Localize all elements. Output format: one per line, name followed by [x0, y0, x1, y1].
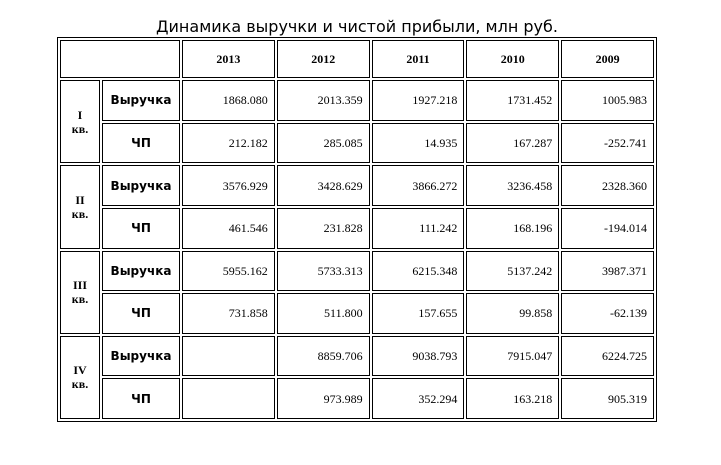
corner-cell: [60, 40, 180, 78]
revenue-value: 6224.725: [561, 336, 654, 377]
table-row: [60, 251, 654, 292]
table-row: [60, 165, 654, 206]
revenue-value: 5733.313: [277, 251, 370, 292]
quarter-label: [60, 336, 100, 419]
profit-value: 167.287: [466, 123, 559, 164]
table-row: [60, 336, 654, 377]
revenue-value: 5137.242: [466, 251, 559, 292]
table-row: [60, 80, 654, 121]
table-row: [60, 378, 654, 419]
quarter-label: [60, 165, 100, 248]
profit-value: [182, 378, 275, 419]
revenue-profit-table: [57, 37, 657, 422]
profit-label: ЧП: [102, 123, 180, 164]
profit-value: 231.828: [277, 208, 370, 249]
revenue-value: 5955.162: [182, 251, 275, 292]
profit-value: 731.858: [182, 293, 275, 334]
quarter-label: [60, 80, 100, 163]
revenue-value: 1927.218: [372, 80, 465, 121]
year-header: 2010: [466, 40, 559, 78]
profit-value: 168.196: [466, 208, 559, 249]
profit-value: 511.800: [277, 293, 370, 334]
revenue-value: 7915.047: [466, 336, 559, 377]
profit-value: 99.858: [466, 293, 559, 334]
header-row: [60, 40, 654, 78]
revenue-value: 6215.348: [372, 251, 465, 292]
profit-value: -194.014: [561, 208, 654, 249]
profit-value: 212.182: [182, 123, 275, 164]
quarter-suffix: кв.: [71, 377, 89, 392]
profit-label: ЧП: [102, 293, 180, 334]
revenue-label: Выручка: [102, 165, 180, 206]
revenue-label: Выручка: [102, 251, 180, 292]
quarter-suffix: кв.: [71, 121, 89, 136]
revenue-value: 3428.629: [277, 165, 370, 206]
revenue-label: Выручка: [102, 80, 180, 121]
year-header: 2009: [561, 40, 654, 78]
year-header: 2012: [277, 40, 370, 78]
profit-label: ЧП: [102, 378, 180, 419]
profit-value: 352.294: [372, 378, 465, 419]
revenue-value: 9038.793: [372, 336, 465, 377]
profit-value: -62.139: [561, 293, 654, 334]
quarter-number: II: [75, 192, 85, 207]
revenue-value: 2328.360: [561, 165, 654, 206]
revenue-value: 1731.452: [466, 80, 559, 121]
table-row: [60, 293, 654, 334]
quarter-label: [60, 251, 100, 334]
revenue-value: 3576.929: [182, 165, 275, 206]
profit-value: 461.546: [182, 208, 275, 249]
revenue-value: 1005.983: [561, 80, 654, 121]
revenue-value: 2013.359: [277, 80, 370, 121]
revenue-value: 3236.458: [466, 165, 559, 206]
quarter-suffix: кв.: [71, 206, 89, 221]
quarter-number: I: [77, 107, 83, 122]
revenue-label: Выручка: [102, 336, 180, 377]
revenue-value: [182, 336, 275, 377]
table-row: [60, 208, 654, 249]
table-title: Динамика выручки и чистой прибыли, млн руб.: [156, 17, 558, 36]
profit-value: 905.319: [561, 378, 654, 419]
profit-value: 14.935: [372, 123, 465, 164]
quarter-number: IV: [73, 363, 87, 378]
profit-value: 163.218: [466, 378, 559, 419]
profit-value: 111.242: [372, 208, 465, 249]
quarter-number: III: [72, 278, 87, 293]
profit-label: ЧП: [102, 208, 180, 249]
quarter-suffix: кв.: [71, 292, 89, 307]
revenue-value: 8859.706: [277, 336, 370, 377]
profit-value: 157.655: [372, 293, 465, 334]
profit-value: 285.085: [277, 123, 370, 164]
revenue-value: 3866.272: [372, 165, 465, 206]
table-row: [60, 123, 654, 164]
revenue-value: 3987.371: [561, 251, 654, 292]
profit-value: 973.989: [277, 378, 370, 419]
year-header: 2011: [372, 40, 465, 78]
revenue-value: 1868.080: [182, 80, 275, 121]
profit-value: -252.741: [561, 123, 654, 164]
year-header: 2013: [182, 40, 275, 78]
